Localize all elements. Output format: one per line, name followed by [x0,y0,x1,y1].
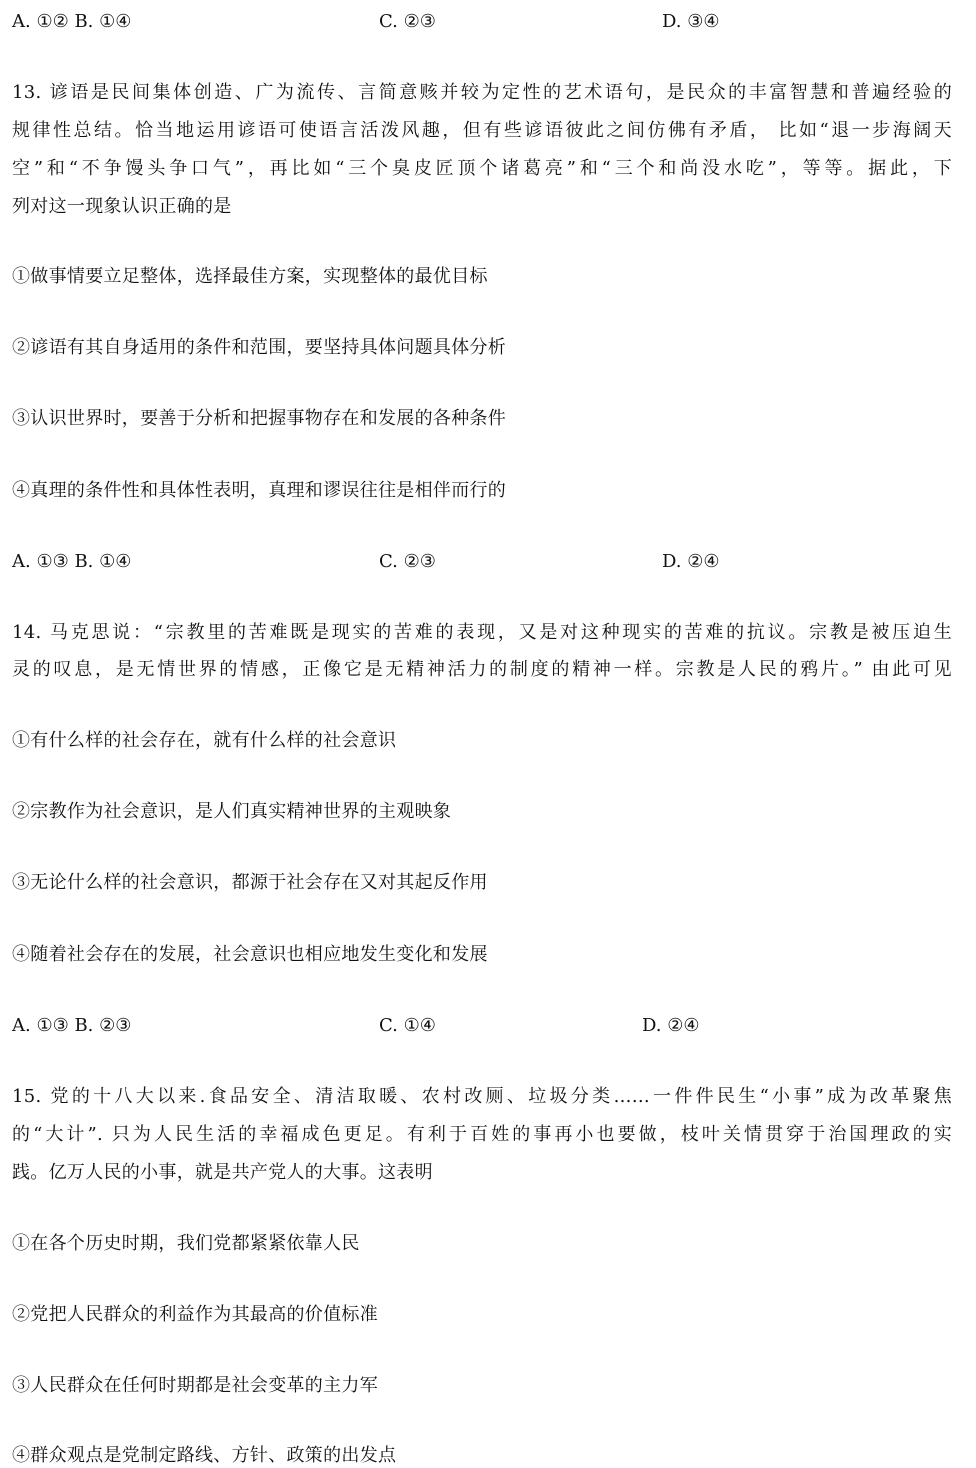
q13-item-4: ④真理的条件性和具体性表明，真理和谬误往往是相伴而行的 [12,480,507,501]
q14-stem-line-2: 灵的叹息，是无情世界的情感，正像它是无精神活力的制度的精神一样。宗教是人民的鸦片。” 由此可见 [12,659,952,680]
q14-item-1: ①有什么样的社会存在，就有什么样的社会意识 [12,730,397,751]
q14-stem-line-1: 14. 马克思说：“宗教里的苦难既是现实的苦难的表现，又是对这种现实的苦难的抗议。宗教是被压迫生 [12,622,952,643]
q15-stem-line-2: 的“大计”. 只为人民生活的幸福成色更足。有利于百姓的事再小也要做，枝叶关情贯穿于治国理政的实 [12,1124,952,1145]
q14-option-ab[interactable]: A. ①③ B. ②③ [12,1015,132,1036]
q13-option-ab[interactable]: A. ①③ B. ①④ [12,551,132,572]
q13-item-2: ②谚语有其自身适用的条件和范围，要坚持具体问题具体分析 [12,337,507,358]
q12-options [12,10,952,34]
q14-item-4: ④随着社会存在的发展，社会意识也相应地发生变化和发展 [12,944,488,965]
q13-stem-line-1: 13. 谚语是民间集体创造、广为流传、言简意赅并较为定性的艺术语句，是民众的丰富智慧和普遍经验的 [12,82,952,103]
q14-option-d[interactable]: D. ②④ [642,1015,700,1036]
q14-option-c[interactable]: C. ①④ [379,1015,436,1036]
q12-option-ab[interactable]: A. ①② B. ①④ [12,11,132,32]
q15-stem-line-3: 践。亿万人民的小事，就是共产党人的大事。这表明 [12,1162,433,1183]
q13-item-1: ①做事情要立足整体，选择最佳方案，实现整体的最优目标 [12,266,488,287]
q13-stem-line-3: 空”和“不争馒头争口气”，再比如“三个臭皮匠顶个诸葛亮”和“三个和尚没水吃”，等等。据此，下 [12,158,952,179]
q13-option-c[interactable]: C. ②③ [379,551,436,572]
q14-item-2: ②宗教作为社会意识，是人们真实精神世界的主观映象 [12,801,452,822]
q14-options [12,1014,952,1038]
q15-item-2: ②党把人民群众的利益作为其最高的价值标准 [12,1304,378,1325]
q15-item-3: ③人民群众在任何时期都是社会变革的主力军 [12,1375,378,1396]
q13-stem-line-4: 列对这一现象认识正确的是 [12,196,232,217]
q15-item-4: ④群众观点是党制定路线、方针、政策的出发点 [12,1445,397,1466]
q15-stem-line-1: 15. 党的十八大以来.食品安全、清洁取暖、农村改厕、垃圾分类……一件件民生“小事”成为改革聚焦 [12,1086,952,1107]
q14-item-3: ③无论什么样的社会意识，都源于社会存在又对其起反作用 [12,872,488,893]
q12-option-c[interactable]: C. ②③ [379,11,436,32]
q12-option-d[interactable]: D. ③④ [662,11,720,32]
q13-stem-line-2: 规律性总结。恰当地运用谚语可使语言活泼风趣，但有些谚语彼此之间仿佛有矛盾， 比如“退一步海阔天 [12,120,952,141]
q13-item-3: ③认识世界时，要善于分析和把握事物存在和发展的各种条件 [12,408,507,429]
q13-options [12,550,952,574]
q15-item-1: ①在各个历史时期，我们党都紧紧依靠人民 [12,1233,360,1254]
q13-option-d[interactable]: D. ②④ [662,551,720,572]
